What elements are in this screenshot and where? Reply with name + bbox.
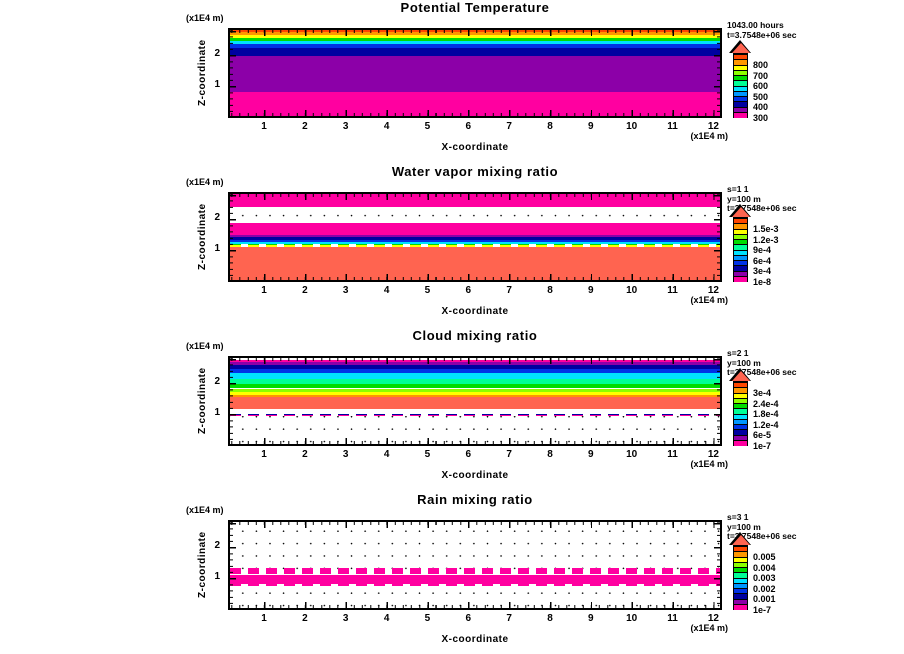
x-tick-label-3: 3 <box>342 613 349 624</box>
colorbar-tick-label: 2.4e-4 <box>753 398 779 409</box>
x-tick-label-9: 9 <box>588 285 594 296</box>
colorbar-swatch-magenta <box>734 112 747 118</box>
x-tick-label-3: 3 <box>342 285 349 296</box>
x-tick-label-7: 7 <box>506 121 512 132</box>
z-axis-unit-label: (x1E4 m) <box>186 177 224 187</box>
x-tick-label-7: 7 <box>506 449 512 460</box>
colorbar-header-line: y=100 m <box>727 521 761 532</box>
x-axis-title: X-coordinate <box>441 634 509 645</box>
x-tick-label-12: 12 <box>707 613 719 624</box>
x-tick-label-11: 11 <box>667 121 678 132</box>
x-tick-label-4: 4 <box>383 613 390 624</box>
x-tick-label-5: 5 <box>424 285 431 296</box>
colorbar-tick-label: 1e-7 <box>753 440 772 451</box>
x-tick-label-6: 6 <box>465 285 472 296</box>
contour-band-purple <box>230 56 720 92</box>
x-tick-label-12: 12 <box>707 449 719 460</box>
colorbar-tick-label: 500 <box>753 91 769 102</box>
x-tick-label-6: 6 <box>465 613 472 624</box>
x-tick-label-6: 6 <box>465 121 472 132</box>
x-tick-label-3: 3 <box>342 121 349 132</box>
z-tick-label-2: 2 <box>214 540 220 551</box>
x-tick-label-11: 11 <box>667 449 678 460</box>
colorbar-tick-label: 3e-4 <box>753 266 772 276</box>
z-major-ticks-right <box>714 522 720 608</box>
colorbar-tick-label: 6e-4 <box>753 255 772 266</box>
colorbar-header-line: s=2 1 <box>727 348 749 358</box>
x-tick-label-2: 2 <box>302 449 308 460</box>
contour-band-magenta <box>230 568 720 575</box>
x-tick-label-10: 10 <box>626 613 638 624</box>
x-tick-label-12: 12 <box>707 121 719 132</box>
x-tick-label-4: 4 <box>383 285 390 296</box>
colorbar-bar <box>733 217 748 282</box>
colorbar-header-line: s=1 1 <box>727 184 749 194</box>
z-major-ticks-left <box>230 522 236 608</box>
x-tick-label-5: 5 <box>424 449 431 460</box>
x-tick-label-8: 8 <box>547 121 553 132</box>
plot-title: Water vapor mixing ratio <box>391 164 559 179</box>
colorbar-tick-label: 1.2e-4 <box>753 419 779 430</box>
plot-area <box>228 356 722 446</box>
x-tick-label-1: 1 <box>261 285 267 296</box>
x-tick-label-11: 11 <box>667 285 678 296</box>
contour-band-magenta <box>230 575 720 585</box>
x-tick-label-1: 1 <box>261 613 267 624</box>
colorbar-header-line: t=3.7548e+06 sec <box>727 531 797 541</box>
plot-title: Rain mixing ratio <box>417 492 533 507</box>
x-tick-label-2: 2 <box>302 121 308 132</box>
colorbar-tick-label: 9e-4 <box>753 245 772 255</box>
colorbar-tick-label: 600 <box>753 81 769 91</box>
z-major-ticks-right <box>714 194 720 280</box>
x-tick-label-6: 6 <box>465 449 472 460</box>
x-major-ticks-top <box>230 522 720 528</box>
x-major-ticks-top <box>230 30 720 36</box>
colorbar-tick-label: 3e-4 <box>753 388 772 398</box>
x-tick-label-4: 4 <box>383 449 390 460</box>
x-axis-unit-label: (x1E4 m) <box>690 131 728 141</box>
colorbar-swatch-magenta <box>734 604 747 610</box>
colorbar-header-line: y=100 m <box>727 193 761 204</box>
x-tick-label-1: 1 <box>261 121 267 132</box>
colorbar-tick-label: 300 <box>753 112 769 123</box>
x-axis-unit-label: (x1E4 m) <box>690 623 728 633</box>
x-major-ticks-bottom <box>230 438 720 444</box>
x-tick-label-9: 9 <box>588 121 594 132</box>
z-axis-title: Z-coordinate <box>197 531 208 599</box>
z-axis-title: Z-coordinate <box>197 39 208 107</box>
x-tick-label-1: 1 <box>261 449 267 460</box>
colorbar-bar <box>733 53 748 118</box>
x-tick-label-5: 5 <box>424 613 431 624</box>
z-axis-unit-label: (x1E4 m) <box>186 13 224 23</box>
plot-area <box>228 192 722 282</box>
z-axis-title: Z-coordinate <box>197 367 208 435</box>
x-major-ticks-top <box>230 358 720 364</box>
colorbar-tick-label: 700 <box>753 70 769 81</box>
colorbar-bar <box>733 381 748 446</box>
colorbar-header-line: s=3 1 <box>727 512 749 522</box>
z-tick-label-2: 2 <box>214 212 220 223</box>
x-tick-label-9: 9 <box>588 613 594 624</box>
contour-band-magenta <box>230 223 720 235</box>
x-tick-label-10: 10 <box>626 285 638 296</box>
x-tick-label-7: 7 <box>506 285 512 296</box>
x-tick-label-2: 2 <box>302 285 308 296</box>
z-tick-label-1: 1 <box>214 243 220 254</box>
colorbar-header-line: t=3.7548e+06 sec <box>727 203 797 213</box>
contour-band-navy <box>230 48 720 56</box>
plot-title: Potential Temperature <box>400 0 550 15</box>
contour-band-magenta <box>230 584 720 586</box>
z-major-ticks-right <box>714 358 720 444</box>
colorbar-header-line: t=3.7548e+06 sec <box>727 29 797 40</box>
colorbar-tick-label: 1.8e-4 <box>753 409 779 419</box>
x-axis-unit-label: (x1E4 m) <box>690 295 728 305</box>
panel-water-vapor-mixing-ratio <box>0 164 904 328</box>
x-tick-label-8: 8 <box>547 613 553 624</box>
x-axis-unit-label: (x1E4 m) <box>690 459 728 469</box>
z-tick-label-2: 2 <box>214 48 220 59</box>
x-tick-label-5: 5 <box>424 121 431 132</box>
colorbar-tick-label: 400 <box>753 102 769 112</box>
contour-band-salmon <box>230 397 720 409</box>
z-tick-label-1: 1 <box>214 571 220 582</box>
colorbar-tick-label: 800 <box>753 60 769 70</box>
x-tick-label-4: 4 <box>383 121 390 132</box>
z-axis-title: Z-coordinate <box>197 203 208 271</box>
x-axis-title: X-coordinate <box>441 470 509 481</box>
colorbar-swatch-magenta <box>734 276 747 282</box>
colorbar-tick-label: 6e-5 <box>753 430 772 440</box>
x-tick-label-10: 10 <box>626 449 638 460</box>
colorbar-header-line: 1043.00 hours <box>727 20 784 30</box>
x-tick-label-3: 3 <box>342 449 349 460</box>
x-tick-label-7: 7 <box>506 613 512 624</box>
x-tick-label-8: 8 <box>547 285 553 296</box>
colorbar-overflow-triangle <box>732 207 750 217</box>
plot-title: Cloud mixing ratio <box>412 328 538 343</box>
colorbar-tick-label: 0.005 <box>753 552 776 562</box>
colorbar-tick-label: 1e-7 <box>753 604 772 615</box>
x-tick-label-10: 10 <box>626 121 638 132</box>
colorbar-tick-label: 0.002 <box>753 583 776 594</box>
x-tick-label-11: 11 <box>667 613 678 624</box>
colorbar-tick-label: 1.5e-3 <box>753 224 779 234</box>
colorbar-bar <box>733 545 748 610</box>
x-tick-label-12: 12 <box>707 285 719 296</box>
plot-area <box>228 520 722 610</box>
colorbar-overflow-triangle <box>732 43 750 53</box>
colorbar-tick-label: 0.001 <box>753 594 776 604</box>
colorbar-overflow-triangle <box>732 535 750 545</box>
colorbar-swatch-magenta <box>734 440 747 446</box>
panel-rain-mixing-ratio <box>0 492 904 654</box>
z-tick-label-2: 2 <box>214 376 220 387</box>
z-major-ticks-right <box>714 30 720 116</box>
colorbar-tick-label: 1e-8 <box>753 276 772 287</box>
z-axis-unit-label: (x1E4 m) <box>186 341 224 351</box>
z-axis-unit-label: (x1E4 m) <box>186 505 224 515</box>
plot-area <box>228 28 722 118</box>
x-major-ticks-bottom <box>230 110 720 116</box>
panel-potential-temperature <box>0 0 904 164</box>
x-tick-label-9: 9 <box>588 449 594 460</box>
z-tick-label-1: 1 <box>214 79 220 90</box>
colorbar-header-line: t=3.7548e+06 sec <box>727 367 797 377</box>
x-axis-title: X-coordinate <box>441 306 509 317</box>
z-major-ticks-left <box>230 358 236 444</box>
colorbar-tick-label: 0.004 <box>753 562 776 573</box>
contour-band-cyan <box>230 373 720 379</box>
x-major-ticks-top <box>230 194 720 200</box>
z-major-ticks-left <box>230 30 236 116</box>
z-tick-label-1: 1 <box>214 407 220 418</box>
x-tick-label-2: 2 <box>302 613 308 624</box>
x-tick-label-8: 8 <box>547 449 553 460</box>
colorbar-overflow-triangle <box>732 371 750 381</box>
x-axis-title: X-coordinate <box>441 142 509 153</box>
x-major-ticks-bottom <box>230 602 720 608</box>
x-major-ticks-bottom <box>230 274 720 280</box>
contour-band-magenta <box>230 415 720 417</box>
colorbar-header-line: y=100 m <box>727 357 761 368</box>
z-major-ticks-left <box>230 194 236 280</box>
colorbar-tick-label: 0.003 <box>753 573 776 583</box>
panel-cloud-mixing-ratio <box>0 328 904 492</box>
colorbar-tick-label: 1.2e-3 <box>753 234 779 245</box>
